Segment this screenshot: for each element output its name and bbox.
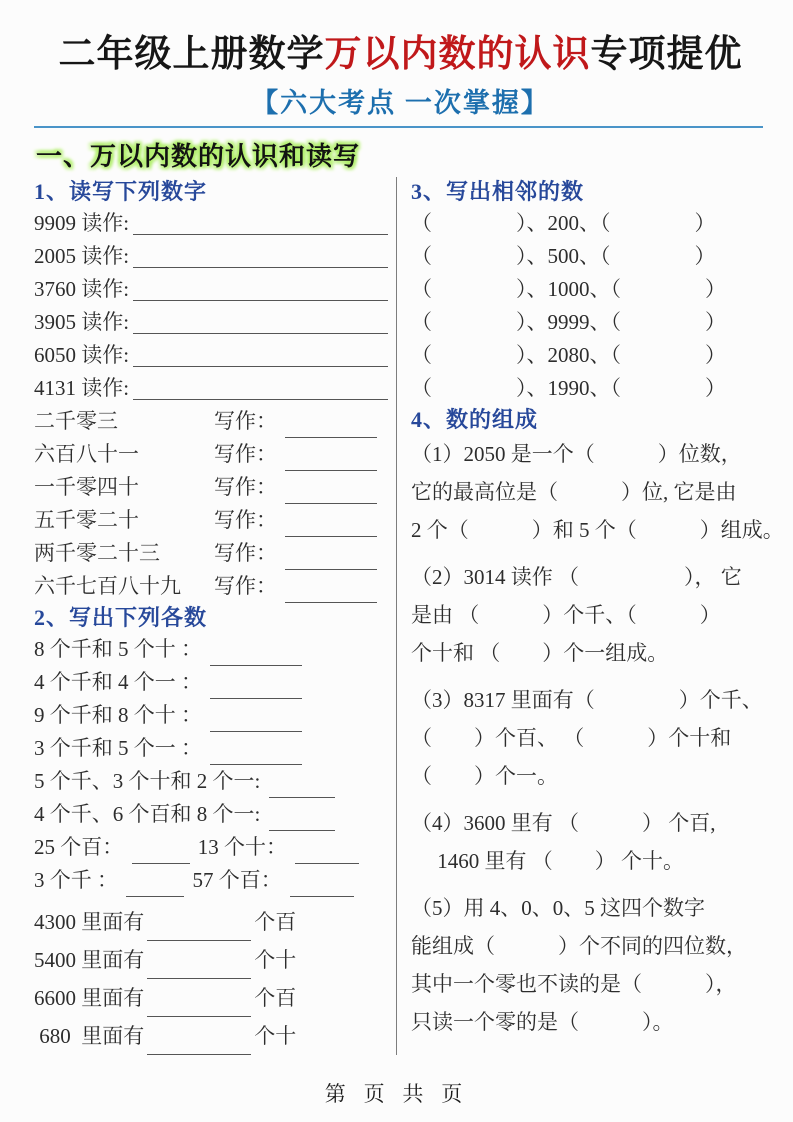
answer-blank bbox=[210, 674, 302, 699]
row-text: 3 个千和 5 个一 ： bbox=[34, 735, 208, 760]
row-text: 9 个千和 8 个十 ： bbox=[34, 702, 208, 727]
page-footer: 第 页 共 页 bbox=[324, 1083, 469, 1106]
worksheet-row bbox=[34, 633, 390, 666]
neighbor-number-rows bbox=[411, 207, 784, 405]
answer-blank bbox=[285, 545, 377, 570]
answer-blank bbox=[147, 954, 251, 979]
write-label: 写作： bbox=[214, 474, 283, 499]
answer-blank bbox=[133, 234, 388, 235]
number-and-label: 9909 读作: bbox=[34, 210, 130, 235]
worksheet-row bbox=[34, 831, 390, 864]
number-and-label: 3760 读作: bbox=[34, 276, 130, 301]
answer-blank bbox=[269, 773, 335, 798]
answer-blank bbox=[147, 992, 251, 1017]
answer-blank bbox=[285, 413, 377, 438]
composition-line: （ ）个百、 （ ）个十和 bbox=[411, 725, 732, 750]
read-row bbox=[34, 339, 390, 372]
write-label: 写作： bbox=[214, 507, 283, 532]
write-row bbox=[34, 405, 390, 438]
write-label: 写作： bbox=[214, 573, 283, 598]
write-row bbox=[34, 537, 390, 570]
read-row bbox=[34, 273, 390, 306]
composition-item bbox=[411, 435, 784, 549]
left-column bbox=[34, 177, 390, 1055]
answer-blank bbox=[285, 446, 377, 471]
answer-blank bbox=[133, 366, 388, 367]
write-number-rows bbox=[34, 405, 390, 603]
page-subtitle: 【六大考点 一次掌握】 bbox=[251, 87, 550, 118]
subsection-3-heading: 3、写出相邻的数 bbox=[411, 178, 585, 204]
number-composition-items bbox=[411, 435, 784, 1041]
answer-blank bbox=[126, 872, 184, 897]
composition-line: 个十和 （ ）个一组成。 bbox=[411, 640, 669, 665]
subsection-2-heading: 2、写出下列各数 bbox=[34, 604, 208, 630]
write-row bbox=[34, 438, 390, 471]
neighbor-row: （ ）、1990、（ ） bbox=[411, 375, 726, 400]
row-text: 13 个十： bbox=[192, 834, 293, 859]
right-column bbox=[397, 177, 784, 1055]
row-text: 个十 bbox=[254, 1023, 297, 1048]
worksheet-row bbox=[34, 699, 390, 732]
worksheet-row bbox=[34, 666, 390, 699]
two-column-layout bbox=[34, 177, 784, 1055]
chinese-numeral: 二千零三 bbox=[34, 408, 118, 433]
composition-line: 它的最高位是（ ）位, 它是由 bbox=[411, 479, 737, 504]
row-text: 4 个千和 4 个一 ： bbox=[34, 669, 208, 694]
row-text: 个百 bbox=[254, 985, 297, 1010]
header-divider-line bbox=[34, 126, 763, 128]
chinese-numeral: 六百八十一 bbox=[34, 441, 139, 466]
contains-rows bbox=[34, 903, 390, 1055]
write-row bbox=[34, 504, 390, 537]
answer-blank bbox=[147, 1030, 251, 1055]
composition-line: 是由 （ ）个千、（ ） bbox=[411, 602, 721, 627]
answer-blank bbox=[132, 839, 190, 864]
composition-line: 能组成（ ）个不同的四位数， bbox=[411, 933, 747, 958]
answer-blank bbox=[147, 916, 251, 941]
answer-blank bbox=[210, 641, 302, 666]
title-highlight-red: 万以内数的认识 bbox=[324, 34, 591, 75]
row-text: 57 个百： bbox=[187, 867, 287, 892]
neighbor-row: （ ）、500、（ ） bbox=[411, 243, 716, 268]
write-label: 写作： bbox=[214, 408, 283, 433]
read-row bbox=[34, 207, 390, 240]
composition-line: （2）3014 读作 （ ）， 它 bbox=[411, 564, 742, 589]
composition-line: （3）8317 里面有（ ）个千、 bbox=[411, 687, 763, 712]
row-text: 8 个千和 5 个十 ： bbox=[34, 636, 208, 661]
composition-line: 2 个（ ）和 5 个（ ）组成。 bbox=[411, 517, 784, 542]
answer-blank bbox=[133, 267, 388, 268]
answer-blank bbox=[210, 707, 302, 732]
row-text: 个百 bbox=[254, 909, 297, 934]
read-row bbox=[34, 240, 390, 273]
composition-item bbox=[411, 558, 784, 672]
composition-item bbox=[411, 681, 784, 795]
number-and-label: 6050 读作: bbox=[34, 342, 130, 367]
title-part2: 专项提优 bbox=[590, 34, 743, 75]
answer-blank bbox=[295, 839, 359, 864]
worksheet-row bbox=[34, 1017, 390, 1055]
composition-item bbox=[411, 889, 784, 1041]
composition-line: （1）2050 是一个（ ）位数， bbox=[411, 441, 742, 466]
read-row bbox=[34, 306, 390, 339]
subsection-4-heading: 4、数的组成 bbox=[411, 406, 539, 432]
neighbor-row: （ ）、2080、（ ） bbox=[411, 342, 726, 367]
worksheet-row bbox=[34, 798, 390, 831]
answer-blank bbox=[133, 333, 388, 334]
neighbor-row: （ ）、1000、（ ） bbox=[411, 276, 726, 301]
answer-blank bbox=[285, 578, 377, 603]
write-row bbox=[34, 570, 390, 603]
chinese-numeral: 两千零二十三 bbox=[34, 540, 160, 565]
chinese-numeral: 一千零四十 bbox=[34, 474, 139, 499]
title-part1: 二年级上册数学 bbox=[58, 34, 325, 75]
answer-blank bbox=[269, 806, 335, 831]
composition-line: （5）用 4、0、0、5 这四个数字 bbox=[411, 895, 705, 920]
composition-line: （4）3600 里有 （ ） 个百, bbox=[411, 810, 716, 835]
row-text: 3 个千 ： bbox=[34, 867, 124, 892]
read-row bbox=[34, 372, 390, 405]
composition-line: 1460 里有 （ ） 个十。 bbox=[411, 848, 684, 873]
chinese-numeral: 五千零二十 bbox=[34, 507, 139, 532]
row-text: 4 个千、6 个百和 8 个一: bbox=[34, 801, 266, 826]
composition-item bbox=[411, 804, 784, 880]
neighbor-row: （ ）、9999、（ ） bbox=[411, 309, 726, 334]
answer-blank bbox=[133, 300, 388, 301]
chinese-numeral: 六千七百八十九 bbox=[34, 573, 181, 598]
answer-blank bbox=[133, 399, 388, 400]
row-text: 4300 里面有 bbox=[34, 909, 145, 934]
composition-line: 其中一个零也不读的是（ ）， bbox=[411, 971, 737, 996]
number-and-label: 2005 读作: bbox=[34, 243, 130, 268]
row-text: 6600 里面有 bbox=[34, 985, 145, 1010]
compose-number-rows bbox=[34, 633, 390, 897]
page-title bbox=[34, 34, 767, 77]
worksheet-row bbox=[34, 941, 390, 979]
row-text: 个十 bbox=[254, 947, 297, 972]
row-text: 25 个百： bbox=[34, 834, 129, 859]
answer-blank bbox=[285, 479, 377, 504]
number-and-label: 4131 读作: bbox=[34, 375, 130, 400]
number-and-label: 3905 读作: bbox=[34, 309, 130, 334]
write-row bbox=[34, 471, 390, 504]
read-aloud-rows bbox=[34, 207, 390, 405]
worksheet-row bbox=[34, 732, 390, 765]
row-text: 680 里面有 bbox=[34, 1023, 145, 1048]
row-text: 5400 里面有 bbox=[34, 947, 145, 972]
section-one-heading: 一、万以内数的认识和读写 bbox=[36, 141, 361, 171]
worksheet-row bbox=[34, 903, 390, 941]
subsection-1-heading: 1、读写下列数字 bbox=[34, 178, 208, 204]
write-label: 写作： bbox=[214, 540, 283, 565]
worksheet-row bbox=[34, 864, 390, 897]
write-label: 写作： bbox=[214, 441, 283, 466]
answer-blank bbox=[285, 512, 377, 537]
composition-line: （ ）个一。 bbox=[411, 763, 558, 788]
answer-blank bbox=[290, 872, 354, 897]
neighbor-row: （ ）、200、（ ） bbox=[411, 210, 716, 235]
row-text: 5 个千、3 个十和 2 个一: bbox=[34, 768, 266, 793]
worksheet-row bbox=[34, 765, 390, 798]
answer-blank bbox=[210, 740, 302, 765]
worksheet-row bbox=[34, 979, 390, 1017]
composition-line: 只读一个零的是（ ）。 bbox=[411, 1009, 674, 1034]
